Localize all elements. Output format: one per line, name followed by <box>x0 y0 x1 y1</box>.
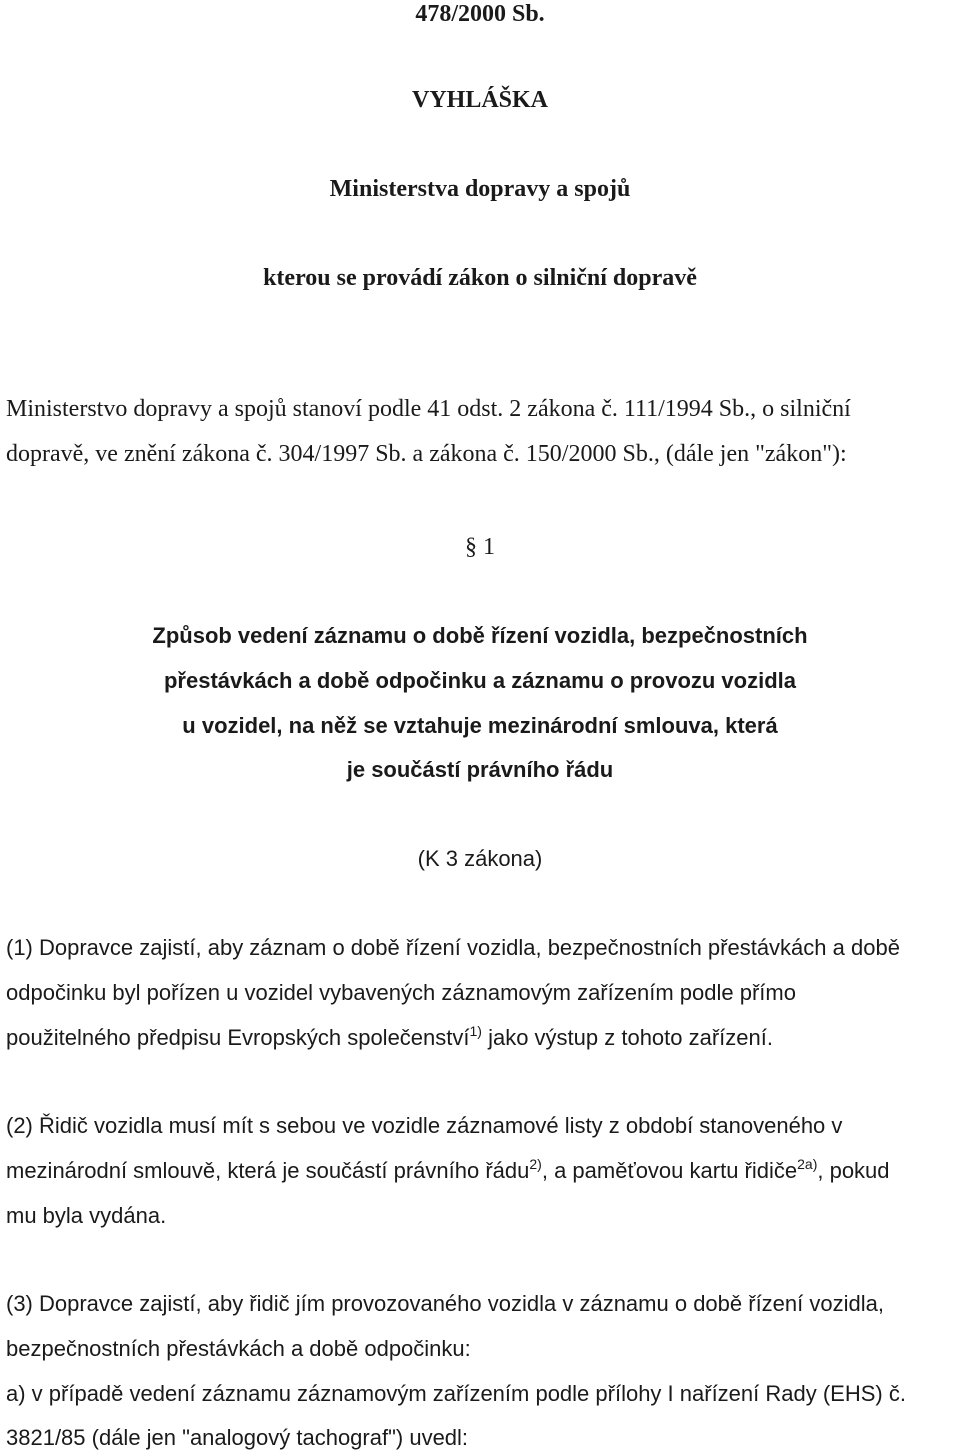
section-title-line-1: Způsob vedení záznamu o době řízení vozidla, bezpečnostních <box>152 623 808 648</box>
section-title-line-3: u vozidel, na něž se vztahuje mezinárodní smlouva, která <box>182 713 778 738</box>
paragraph-1-line-1: (1) Dopravce zajistí, aby záznam o době řízení vozidla, bezpečnostních přestávkách a době <box>6 935 900 960</box>
section-title-line-4: je součástí právního řádu <box>346 757 614 782</box>
document-number: 478/2000 Sb. <box>415 1 545 27</box>
footnote-ref-2: 2) <box>529 1156 542 1172</box>
document-type-heading: VYHLÁŠKA <box>411 87 549 113</box>
section-reference: (K 3 zákona) <box>417 846 543 871</box>
section-number: § 1 <box>465 534 495 560</box>
issuer-heading: Ministerstva dopravy a spojů <box>329 176 631 202</box>
paragraph-1-line-2: odpočinku byl pořízen u vozidel vybavených záznamovým zařízením podle přímo <box>6 980 796 1005</box>
subject-heading: kterou se provádí zákon o silniční dopravě <box>263 265 697 291</box>
paragraph-3-line-1: (3) Dopravce zajistí, aby řidič jím provozovaného vozidla v záznamu o době řízení vozidla, <box>6 1291 884 1316</box>
footnote-ref-1: 1) <box>469 1023 482 1039</box>
section-sign-icon: § <box>465 534 477 560</box>
preamble-line-2: dopravě, ve znění zákona č. 304/1997 Sb. a zákona č. 150/2000 Sb., (dále jen "zákon"): <box>6 441 847 467</box>
paragraph-2-line-2: mezinárodní smlouvě, která je součástí právního řádu$^{2)}$, a paměťovou kartu řidiče$^{2a)}$, pokud <box>6 1156 890 1183</box>
paragraph-2-line-3: mu byla vydána. <box>6 1203 167 1228</box>
footnote-ref-2a: 2a) <box>797 1156 818 1172</box>
paragraph-3-line-3: a) v případě vedení záznamu záznamovým zařízením podle přílohy I nařízení Rady (EHS) č. <box>6 1381 906 1406</box>
paragraph-3-line-2: bezpečnostních přestávkách a době odpočinku: <box>6 1336 471 1361</box>
section-title-line-2: přestávkách a době odpočinku a záznamu o provozu vozidla <box>163 668 797 693</box>
paragraph-3-line-4: 3821/85 (dále jen "analogový tachograf") uvedl: <box>6 1425 469 1450</box>
preamble-line-1: Ministerstvo dopravy a spojů stanoví podle 41 odst. 2 zákona č. 111/1994 Sb., o silniční <box>6 396 851 422</box>
paragraph-2-line-1: (2) Řidič vozidla musí mít s sebou ve vozidle záznamové listy z období stanoveného v <box>6 1113 843 1138</box>
paragraph-1-line-3: použitelného předpisu Evropských společenství$^{1)}$ jako výstup z tohoto zařízení. <box>6 1023 773 1050</box>
